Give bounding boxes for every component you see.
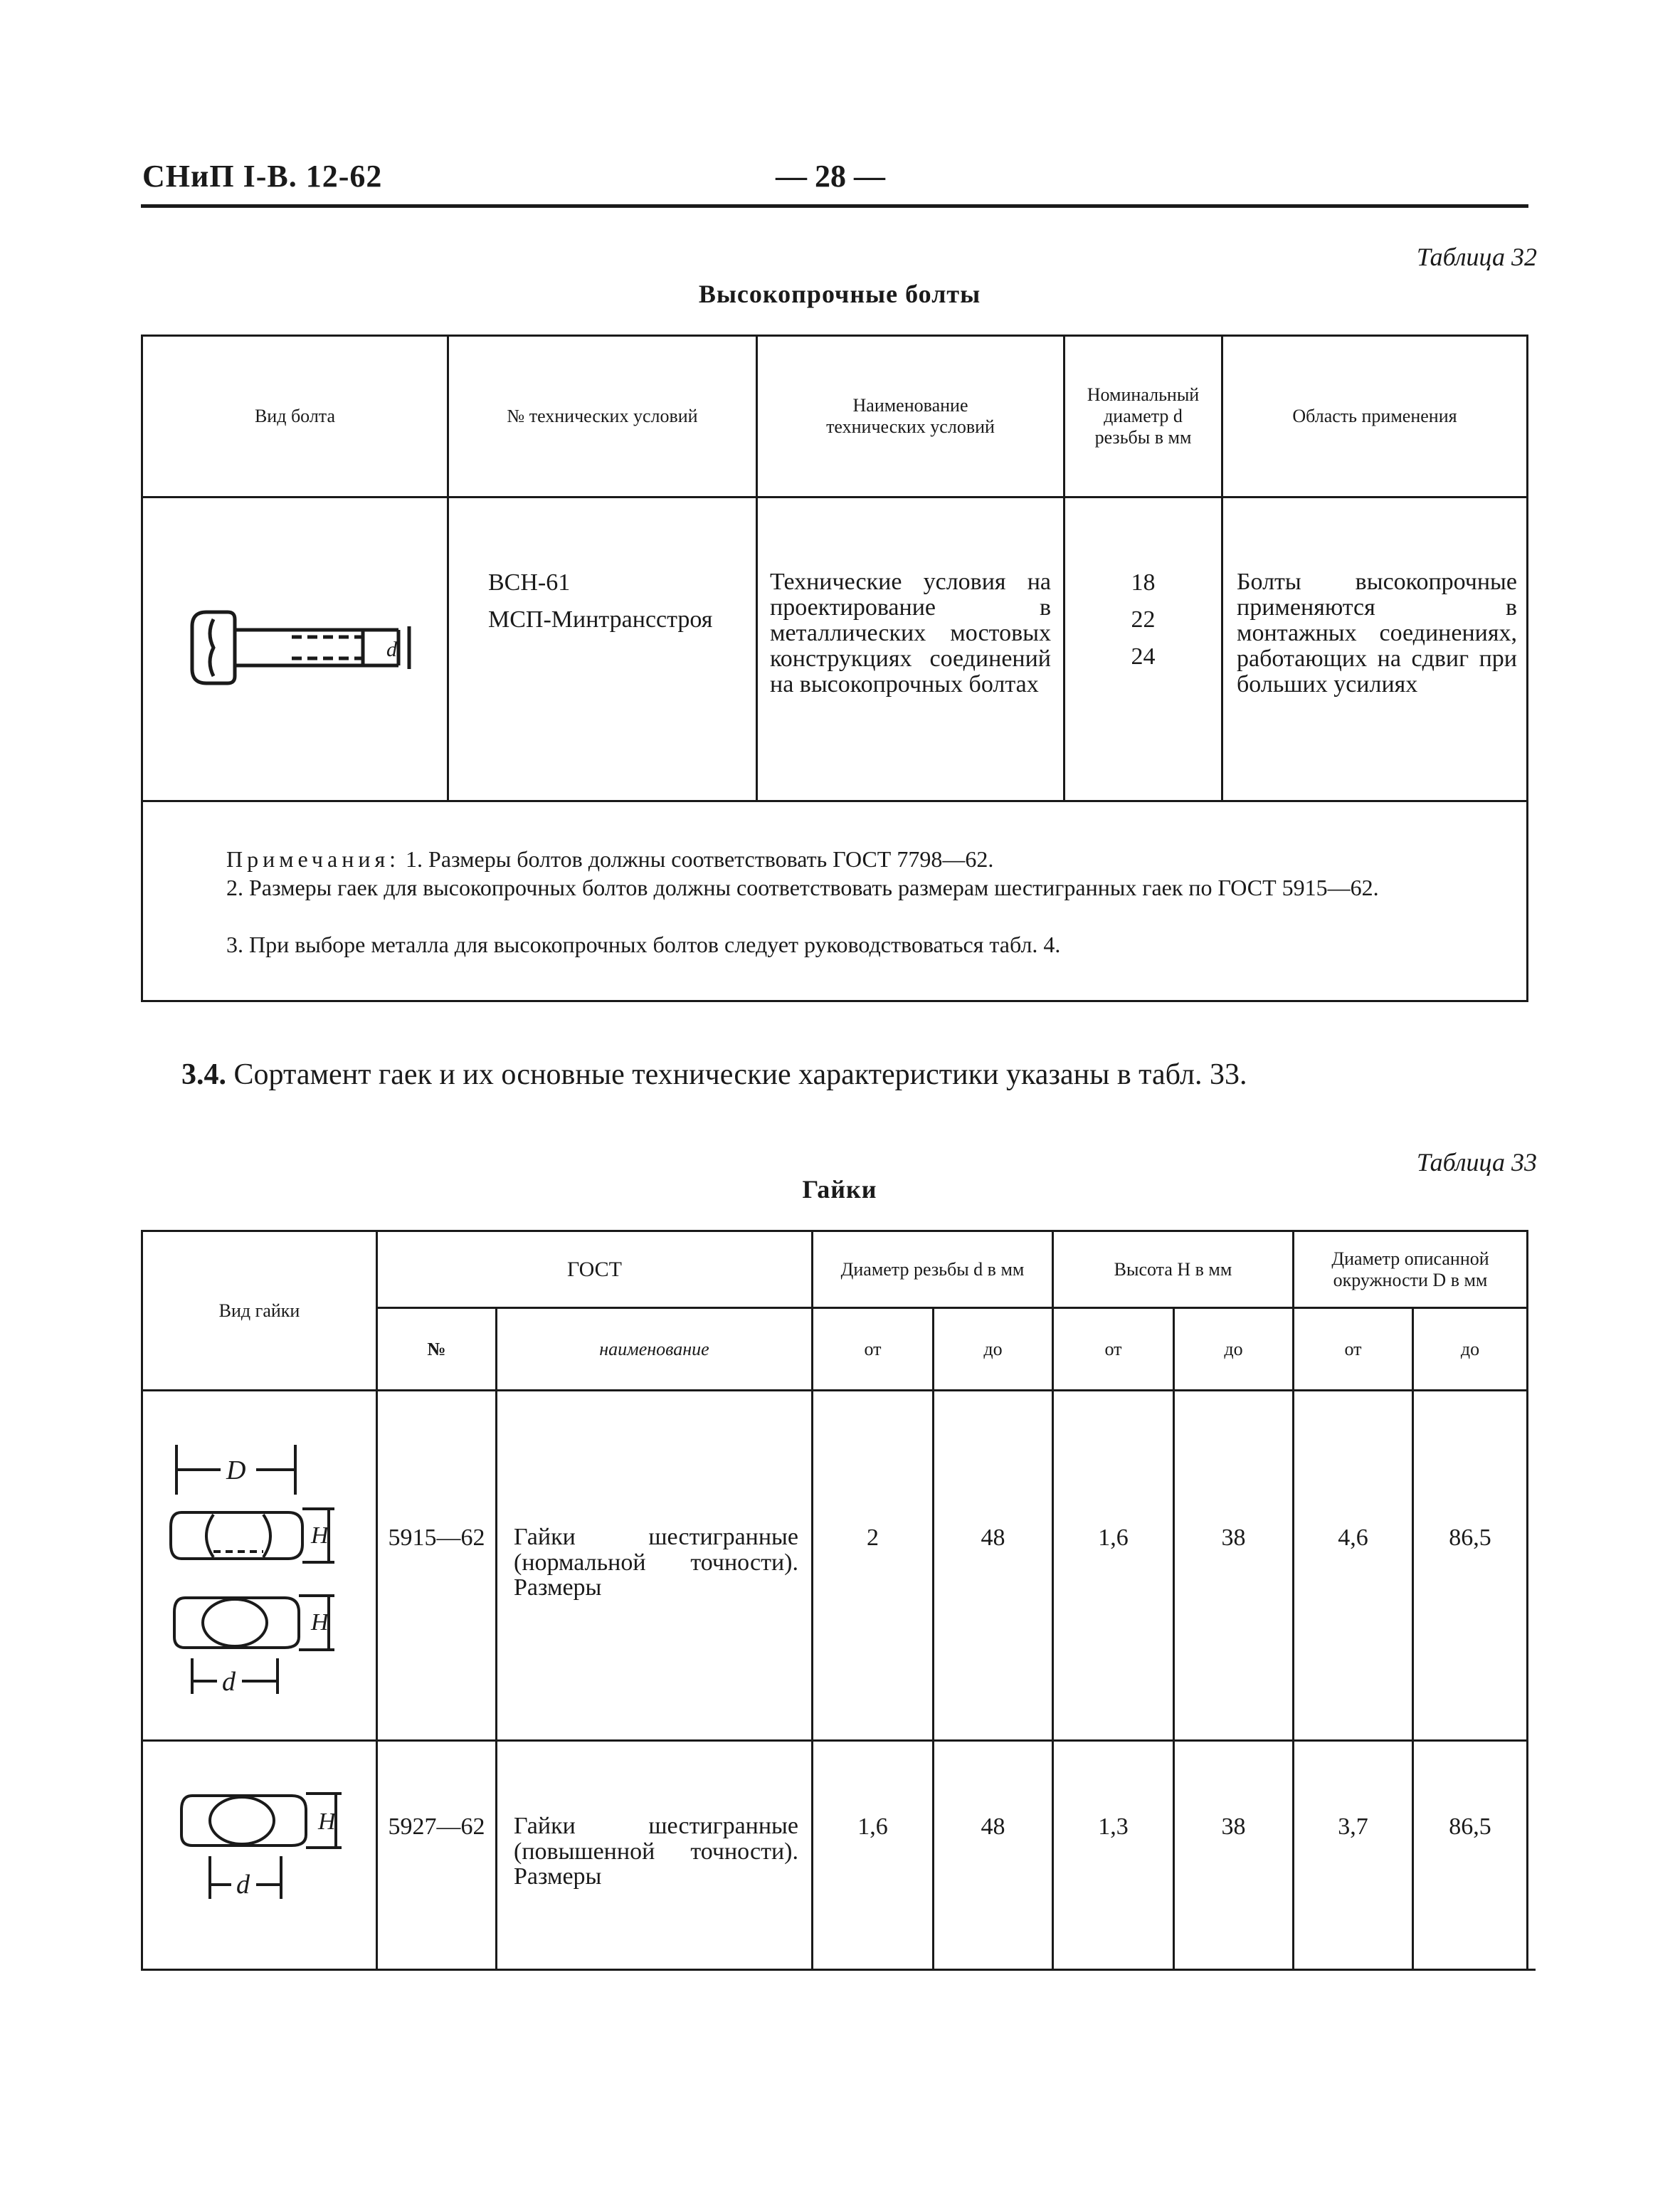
row1-circle-to: 86,5: [1449, 1525, 1491, 1551]
document-code: СНиП I-В. 12-62: [142, 159, 383, 194]
col-header-nut-view: Вид гайки: [218, 1300, 300, 1321]
col-header-application: Область применения: [1292, 406, 1457, 427]
row2-height-to: 38: [1221, 1813, 1246, 1840]
row2-thread-to: 48: [981, 1813, 1005, 1840]
table-32-label: Таблица 32: [1416, 243, 1537, 271]
bolt-dimension-label: d: [386, 638, 397, 661]
col-header-thread-diameter: Номинальный диаметр d резьбы в мм: [1087, 384, 1200, 448]
spec-name: Технические условия на проектирование в металлических мостовых конструкциях соединений на высокопрочных болтах: [770, 569, 1051, 698]
nut-dimension-d: d: [222, 1667, 236, 1694]
col-header-height-from: от: [1104, 1338, 1122, 1359]
row1-height-to: 38: [1221, 1525, 1246, 1551]
table-32-title: Высокопрочные болты: [698, 280, 981, 308]
col-header-gost: ГОСТ: [567, 1257, 622, 1281]
note-2: 2. Размеры гаек для высокопрочных болтов должны соответствовать размерам шестигранных гаек по ГОСТ 5915—62.: [226, 875, 1379, 900]
col-header-bolt-view: Вид болта: [254, 406, 336, 427]
row2-height-from: 1,3: [1098, 1813, 1129, 1840]
row1-thread-to: 48: [981, 1525, 1005, 1551]
nut-drawing-increased: [171, 1785, 363, 1913]
col-header-circle-from: от: [1344, 1338, 1362, 1359]
col-header-thread-from: от: [864, 1338, 882, 1359]
row2-thread-from: 1,6: [857, 1813, 888, 1840]
row1-gost-number: 5915—62: [388, 1525, 485, 1551]
table-33-label: Таблица 33: [1416, 1148, 1537, 1176]
note-3: 3. При выборе металла для высокопрочных болтов следует руководствоваться табл. 4.: [226, 932, 1061, 957]
row2-circle-from: 3,7: [1338, 1813, 1368, 1840]
nut2-dimension-d: d: [236, 1870, 250, 1900]
col-header-thread-to: до: [983, 1338, 1003, 1359]
notes-title: Примечания:: [226, 846, 401, 872]
table-33-title: Гайки: [802, 1175, 877, 1204]
col-header-circle-to: до: [1460, 1338, 1480, 1359]
row2-gost-number: 5927—62: [388, 1813, 485, 1840]
col-header-gost-name: наименование: [599, 1338, 709, 1359]
paragraph-number: 3.4.: [181, 1058, 226, 1091]
diameter-18: 18: [1131, 569, 1156, 596]
page-number: — 28 —: [776, 159, 885, 194]
col-header-spec-name: Наименование технических условий: [826, 395, 995, 437]
nut-drawing-normal: [164, 1431, 356, 1694]
row1-circle-from: 4,6: [1338, 1525, 1368, 1551]
col-header-thread-diameter: Диаметр резьбы d в мм: [840, 1258, 1025, 1280]
nut2-dimension-H: H: [318, 1808, 336, 1835]
row1-thread-from: 2: [867, 1525, 879, 1551]
spec-number-1: ВСН-61: [488, 569, 571, 596]
note-1: 1. Размеры болтов должны соответствовать ГОСТ 7798—62.: [406, 846, 994, 872]
nut-dimension-H-2: H: [311, 1609, 329, 1636]
col-header-height-to: до: [1224, 1338, 1243, 1359]
row1-height-from: 1,6: [1098, 1525, 1129, 1551]
paragraph-text: Сортамент гаек и их основные технические характеристики указаны в табл. 33.: [233, 1058, 1247, 1091]
diameter-22: 22: [1131, 606, 1156, 633]
row2-circle-to: 86,5: [1449, 1813, 1491, 1840]
col-header-spec-number: № технических условий: [507, 406, 698, 427]
row1-gost-name: Гайки шестигранные (нормальной точности). Размеры: [514, 1524, 798, 1601]
spec-number-2: МСП-Минтрансстроя: [488, 606, 713, 633]
diameter-24: 24: [1131, 643, 1156, 670]
col-header-gost-number: №: [427, 1338, 446, 1359]
col-header-circumscribed-diameter: Диаметр описанной окружности D в мм: [1331, 1248, 1489, 1290]
row2-gost-name: Гайки шестигранные (повышенной точности). Размеры: [514, 1813, 798, 1890]
application-text: Болты высокопрочные применяются в монтажных соединениях, работающих на сдвиг при больших усилиях: [1237, 569, 1517, 698]
col-header-height: Высота H в мм: [1114, 1258, 1232, 1280]
nut-dimension-H: H: [311, 1522, 329, 1549]
nut-dimension-D: D: [226, 1455, 246, 1485]
